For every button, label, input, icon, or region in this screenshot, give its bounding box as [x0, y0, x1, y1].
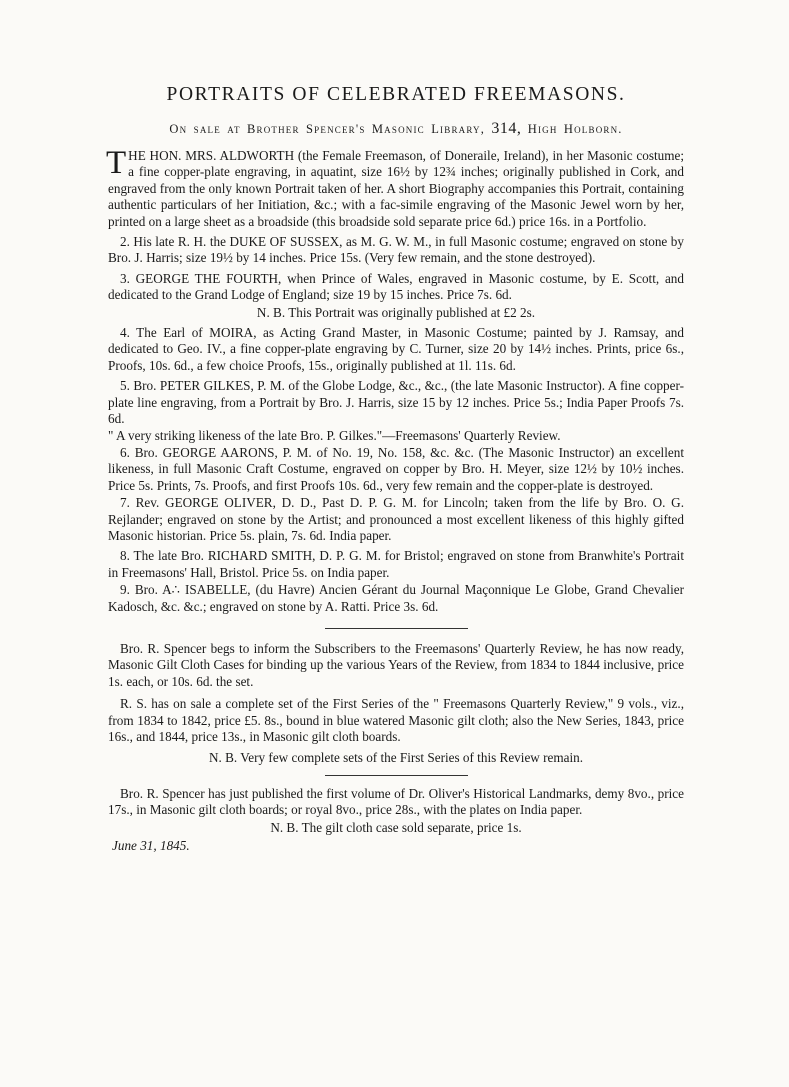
page-subtitle — [108, 120, 684, 138]
listing-item-2: 2. His late R. H. the DUKE OF SUSSEX, as M. G. W. M., in full Masonic costume; engraved on stone by Bro. J. Harris; size 19½ by 14 inches. Price 15s. (Very few remain, and the stone destroyed). — [108, 234, 684, 266]
notice-landmarks-note: N. B. The gilt cloth case sold separate, price 1s. — [270, 819, 522, 835]
listing-item-5: 5. Bro. PETER GILKES, P. M. of the Globe Lodge, &c., &c., (the late Masonic Instructor). A fine copper-plate line engraving, from a Portrait by Bro. J. Harris, size 15 by 12 inches. Price 5s.; India Paper Proofs 7s. 6d. — [108, 378, 684, 427]
listing-item-4: 4. The Earl of MOIRA, as Acting Grand Master, in Masonic Costume; painted by J. Ramsay, and dedicated to Geo. IV., a fine copper-plate engraving by C. Turner, size 20 by 14½ inches. Prints, price 6s., Proofs, 10s. 6d., a few choice Proofs, 15s., originally published at 1l. 11s. 6d. — [108, 325, 684, 373]
notice-landmarks: Bro. R. Spencer has just published the first volume of Dr. Oliver's Historical Landmarks, demy 8vo., price 17s., in Masonic gilt cloth boards; or royal 8vo., price 28s., with the plates on India paper. — [108, 785, 684, 818]
notice-complete-set: R. S. has on sale a complete set of the First Series of the " Freemasons Quarterly Review," 9 vols., viz., from 1834 to 1842, price £5. 8s., bound in blue watered Masonic gilt cloth; also the New Series, 1843, price 16s., and 1844, price 13s., in Masonic gilt cloth boards. — [108, 696, 684, 744]
page-title: PORTRAITS OF CELEBRATED FREEMASONS. — [166, 84, 626, 105]
listing-item-1 — [106, 145, 684, 230]
listing-item-8: 8. The late Bro. RICHARD SMITH, D. P. G. M. for Bristol; engraved on stone from Branwhite's Portrait in Freemasons' Hall, Bristol. Price 5s. on India paper. — [108, 548, 684, 580]
listing-item-7: 7. Rev. GEORGE OLIVER, D. D., Past D. P. G. M. for Lincoln; taken from the life by Bro. O. G. Rejlander; engraved on stone by the Artist; and pronounced a most excellent likeness of this highly gifted Masonic historian. Price 5s. plain, 7s. 6d. India paper. — [108, 495, 684, 543]
notice-cases: Bro. R. Spencer begs to inform the Subscribers to the Freemasons' Quarterly Review, he has now ready, Masonic Gilt Cloth Cases for binding up the various Years of the Review, from 1834 to 1844 inclusive, price 1s. each, or 10s. 6d. the set. — [108, 640, 684, 689]
listing-item-6: 6. Bro. GEORGE AARONS, P. M. of No. 19, No. 158, &c. &c. (The Masonic Instructor) an excellent likeness, in full Masonic Craft Costume, engraved on copper by Bro. H. Meyer, size 12½ by 10½ inches. Price 5s. Prints, 7s. Proofs, and first Proofs 10s. 6d., very few remain and the copper-plate is destroyed. — [108, 444, 684, 493]
subtitle-suffix: High Holborn. — [527, 122, 623, 136]
listing-item-9: 9. Bro. A∴ ISABELLE, (du Havre) Ancien Gérant du Journal Maçonnique Le Globe, Grand Chevalier Kadosch, &c. &c.; engraved on stone by A. Ratti. Price 3s. 6d. — [108, 582, 684, 614]
drop-cap: T — [106, 145, 127, 181]
subtitle-number: 314, — [491, 120, 522, 137]
listing-item-5-quote: " A very striking likeness of the late Bro. P. Gilkes."—Freemasons' Quarterly Review. — [108, 427, 561, 443]
publication-date: June 31, 1845. — [112, 838, 190, 854]
listing-item-3-note: N. B. This Portrait was originally published at £2 2s. — [256, 304, 536, 320]
notice-complete-set-note: N. B. Very few complete sets of the First Series of this Review remain. — [208, 750, 584, 766]
listing-item-3: 3. GEORGE THE FOURTH, when Prince of Wales, engraved in Masonic costume, by E. Scott, and dedicated to the Grand Lodge of England; size 19 by 15 inches. Price 7s. 6d. — [108, 270, 684, 303]
subtitle-prefix: On sale at Brother Spencer's Masonic Library, — [169, 122, 486, 136]
section-divider-2 — [325, 775, 468, 776]
listing-item-1-text: HE HON. MRS. ALDWORTH (the Female Freemason, of Doneraile, Ireland), in her Masonic costume; a fine copper-plate engraving, in aquatint, size 16½ by 12¾ inches; originally published in Cork, and engraved from the only known Portrait taken of her. A short Biography accompanies this Portrait, containing authentic particulars of her Initiation, &c.; with a fac-simile engraving of the Masonic Jewel worn by her, printed on a large sheet as a broadside (this broadside sold separate price 6d.) price 16s. in a Portfolio. — [108, 148, 684, 229]
section-divider — [325, 628, 468, 629]
